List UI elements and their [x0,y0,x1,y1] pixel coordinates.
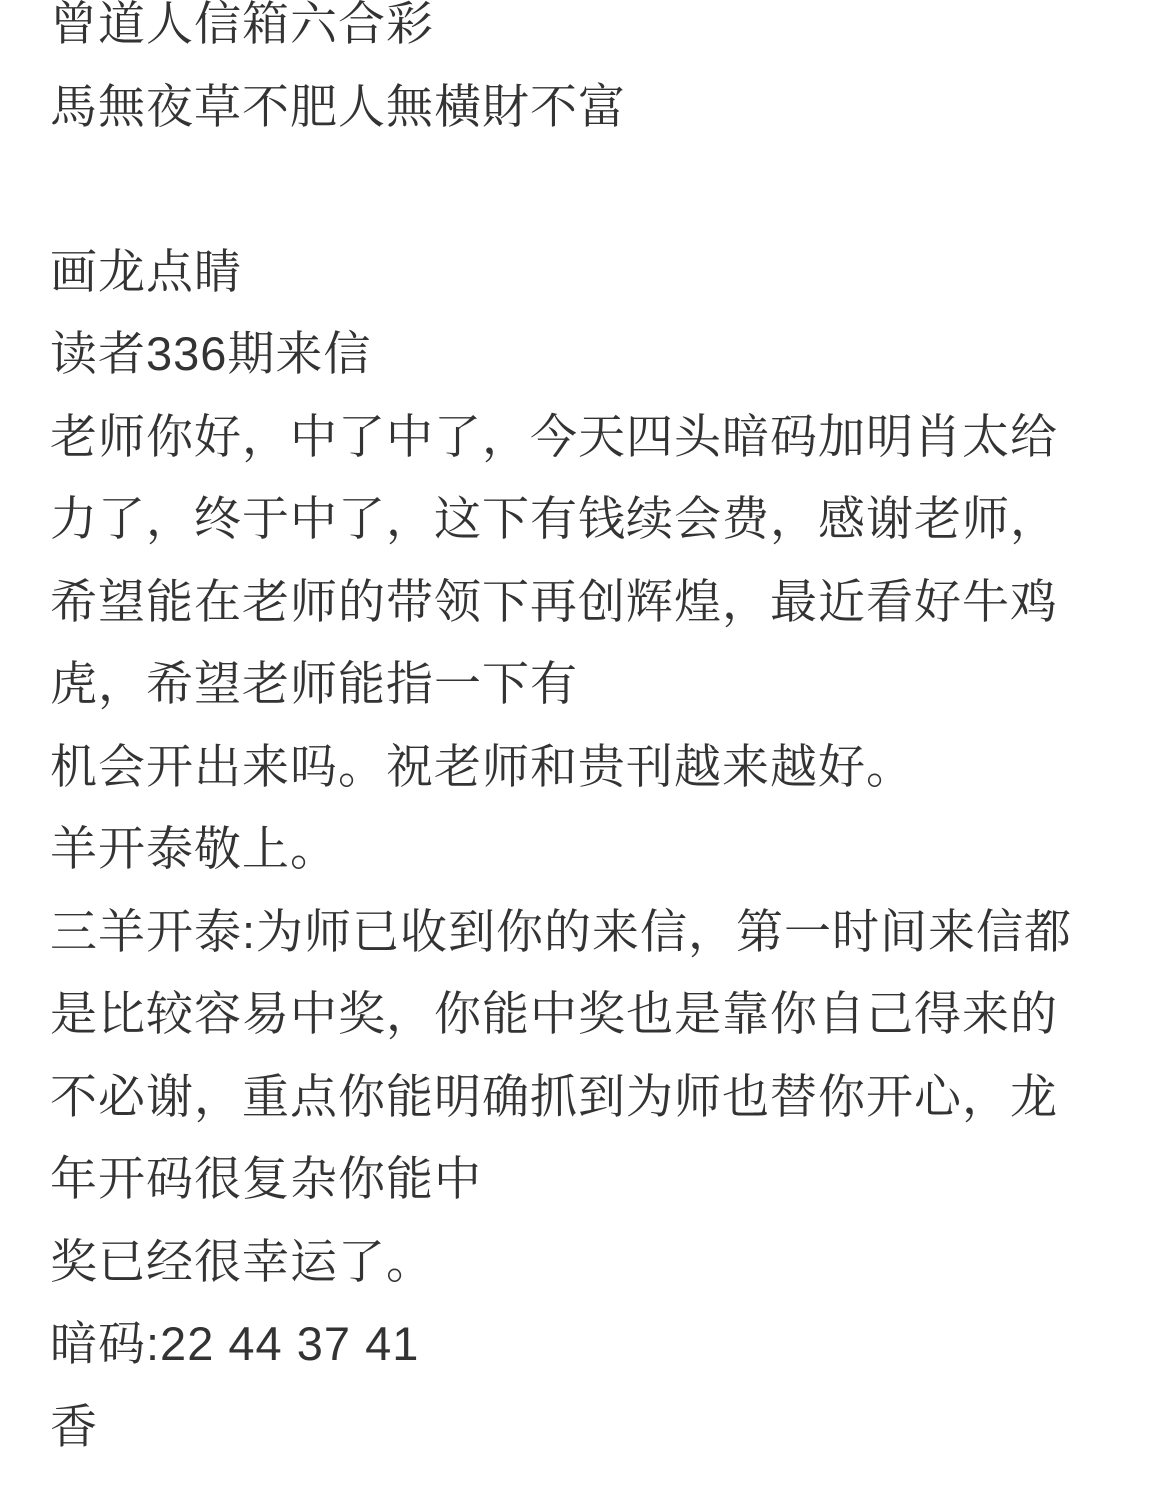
reply-line-1: 三羊开泰:为师已收到你的来信，第一时间来信都 [50,904,1073,958]
letter-line-1: 老师你好，中了中了，今天四头暗码加明肖太给 [50,409,1058,463]
letter-heading: 读者336期来信 [50,327,372,380]
letter-line-5: 机会开出来吗。祝老师和贵刊越来越好。 [50,739,914,793]
letter-signature: 羊开泰敬上。 [50,822,338,875]
proverb-line: 馬無夜草不肥人無橫財不富 [50,79,626,133]
secret-code-line: 暗码:22 44 37 41 [50,1317,420,1370]
reply-line-3: 不必谢，重点你能明确抓到为师也替你开心，龙 [50,1069,1058,1123]
page-title: 曾道人信箱六合彩 [50,0,434,50]
column-title: 画龙点睛 [50,244,242,298]
reply-line-5: 奖已经很幸运了。 [50,1234,434,1288]
letter-line-4: 虎，希望老师能指一下有 [50,657,578,710]
reply-line-2: 是比较容易中奖，你能中奖也是靠你自己得来的 [50,987,1058,1040]
blank-line [50,148,1128,231]
reply-line-4: 年开码很复杂你能中 [50,1152,482,1205]
letter-line-3: 希望能在老师的带领下再创辉煌，最近看好牛鸡 [50,574,1058,628]
letter-line-2: 力了，终于中了，这下有钱续会费，感谢老师， [50,492,1058,545]
truncated-line: 香 [50,1399,98,1453]
